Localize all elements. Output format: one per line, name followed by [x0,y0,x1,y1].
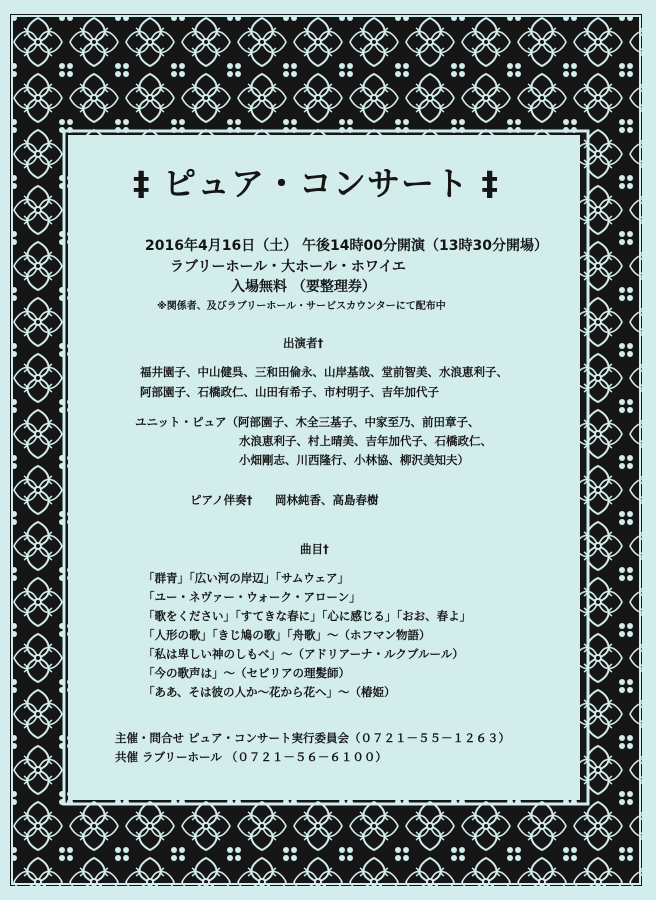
program-heading: 曲目† [300,542,329,556]
page-title: ‡ ピュア・コンサート ‡ [133,164,499,203]
program-item: 「人形の歌」「きじ鳩の歌」「舟歌」～（ホフマン物語） [143,628,431,642]
program-item: 「今の歌声は」～（セビリアの理髪師） [143,666,350,680]
unit-pure-line-1: ユニット・ピュア（阿部園子、木全三基子、中家至乃、前田章子、 [135,415,480,429]
event-venue: ラブリーホール・大ホール・ホワイエ [170,259,406,275]
program-item: 「群青」「広い河の岸辺」「サムウェア」 [143,571,349,585]
performers-heading: 出演者† [283,336,324,350]
unit-pure-line-2: 水浪恵利子、村上晴美、吉年加代子、石橋政仁、 [239,434,492,448]
program-item: 「ユー・ネヴァー・ウォーク・アローン」 [143,590,361,604]
program-item: 「私は卑しい神のしもべ」～（アドリアーナ・ルクブルール） [143,647,464,661]
unit-pure-line-3: 小畑剛志、川西隆行、小林協、柳沢美知夫） [239,453,469,467]
performers-line-2: 阿部園子、石橋政仁、山田有希子、市村明子、吉年加代子 [140,385,439,399]
performers-line-1: 福井園子、中山健呉、三和田倫永、山岸基哉、堂前智美、水浪恵利子、 [140,365,508,379]
program-item: 「歌をください」「すてきな春に」「心に感じる」「おお、春よ」 [143,609,472,623]
distribution-note: ※関係者、及びラブリーホール・サービスカウンターにて配布中 [157,301,446,312]
piano-label: ピアノ伴奏† [190,493,253,507]
event-admission: 入場無料 （要整理券） [231,279,376,295]
program-item: 「ああ、そは彼の人か～花から花へ」～（椿姫） [143,685,396,699]
co-organizer-line: 共催 ラブリーホール （０７２１－５６－６１００） [115,750,387,764]
piano-names: 岡林純香、高島春樹 [275,493,379,507]
organizer-line: 主催・問合せ ピュア・コンサート実行委員会（０７２１－５５－１２６３） [115,731,510,745]
event-datetime: 2016年4月16日（土） 午後14時00分開演（13時30分開場） [145,238,548,254]
